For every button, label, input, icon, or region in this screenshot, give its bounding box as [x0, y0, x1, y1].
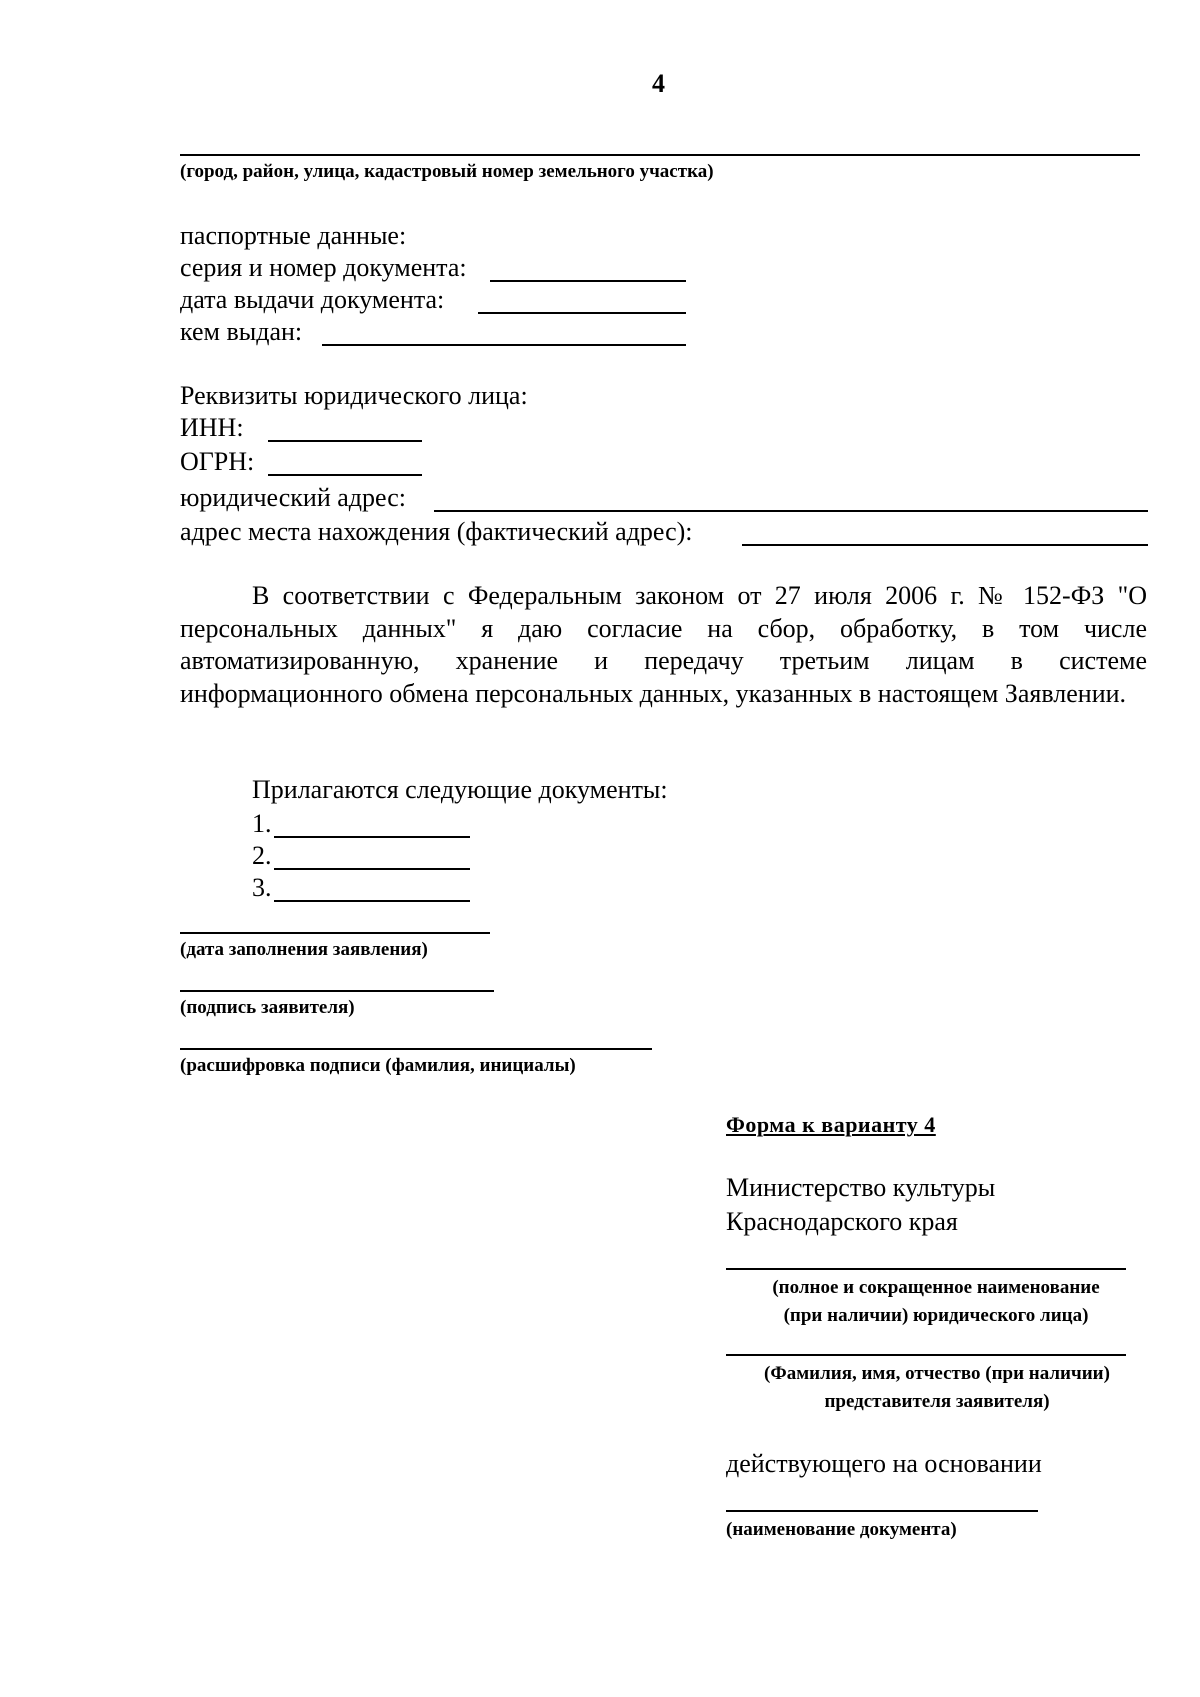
signature-line[interactable]: [180, 990, 494, 992]
passport-heading: паспортные данные:: [180, 221, 407, 250]
attachments-heading: Прилагаются следующие документы:: [252, 775, 668, 804]
page-number: 4: [652, 69, 665, 98]
org-caption-line-2: (при наличии) юридического лица): [783, 1305, 1089, 1326]
org-caption-line-1: (полное и сокращенное наименование: [772, 1277, 1100, 1298]
inn-field[interactable]: [268, 440, 422, 442]
passport-issued-field[interactable]: [322, 344, 686, 346]
attachment-field-1[interactable]: [274, 836, 470, 838]
legal-heading: Реквизиты юридического лица:: [180, 381, 528, 410]
ministry-line-1: Министерство культуры: [726, 1173, 996, 1202]
decoding-caption: (расшифровка подписи (фамилия, инициалы): [180, 1055, 576, 1076]
address-line: [180, 154, 1140, 156]
date-fill-line[interactable]: [180, 932, 490, 934]
passport-date-label: дата выдачи документа:: [180, 285, 445, 314]
attachment-field-2[interactable]: [274, 868, 470, 870]
ministry-line-2: Краснодарского края: [726, 1207, 958, 1236]
basis-document-caption: (наименование документа): [726, 1519, 957, 1540]
attachment-item-3: 3.: [252, 873, 272, 902]
attachment-item-2: 2.: [252, 841, 272, 870]
inn-label: ИНН:: [180, 413, 244, 442]
date-fill-caption: (дата заполнения заявления): [180, 939, 428, 960]
basis-document-field[interactable]: [726, 1510, 1038, 1512]
rep-caption-line-1: (Фамилия, имя, отчество (при наличии): [764, 1363, 1110, 1384]
actual-address-label: адрес места нахождения (фактический адрес):: [180, 517, 693, 546]
actual-address-field[interactable]: [742, 544, 1148, 546]
org-name-field[interactable]: [726, 1268, 1126, 1270]
representative-field[interactable]: [726, 1354, 1126, 1356]
rep-caption-line-2: представителя заявителя): [824, 1391, 1050, 1412]
passport-date-field[interactable]: [478, 312, 686, 314]
form4-title: Форма к варианту 4: [726, 1112, 936, 1137]
legal-address-label: юридический адрес:: [180, 483, 406, 512]
acting-basis-label: действующего на основании: [726, 1449, 1042, 1478]
passport-issued-label: кем выдан:: [180, 317, 303, 346]
ogrn-label: ОГРН:: [180, 447, 255, 476]
legal-address-field[interactable]: [434, 510, 1148, 512]
ogrn-field[interactable]: [268, 474, 422, 476]
attachment-field-3[interactable]: [274, 900, 470, 902]
passport-series-label: серия и номер документа:: [180, 253, 467, 282]
consent-paragraph: В соответствии с Федеральным законом от 27 июля 2006 г. № 152-ФЗ "О персональных данных" я даю согласие на сбор, обработку, в том числе автоматизированную, хранение и передачу третьим лицам в системе информационного обмена персональных данных, указанных в настоящем Заявлении.: [180, 581, 1147, 708]
address-caption: (город, район, улица, кадастровый номер земельного участка): [180, 161, 714, 182]
signature-caption: (подпись заявителя): [180, 997, 355, 1018]
attachment-item-1: 1.: [252, 809, 272, 838]
decoding-line[interactable]: [180, 1048, 652, 1050]
passport-series-field[interactable]: [490, 280, 686, 282]
